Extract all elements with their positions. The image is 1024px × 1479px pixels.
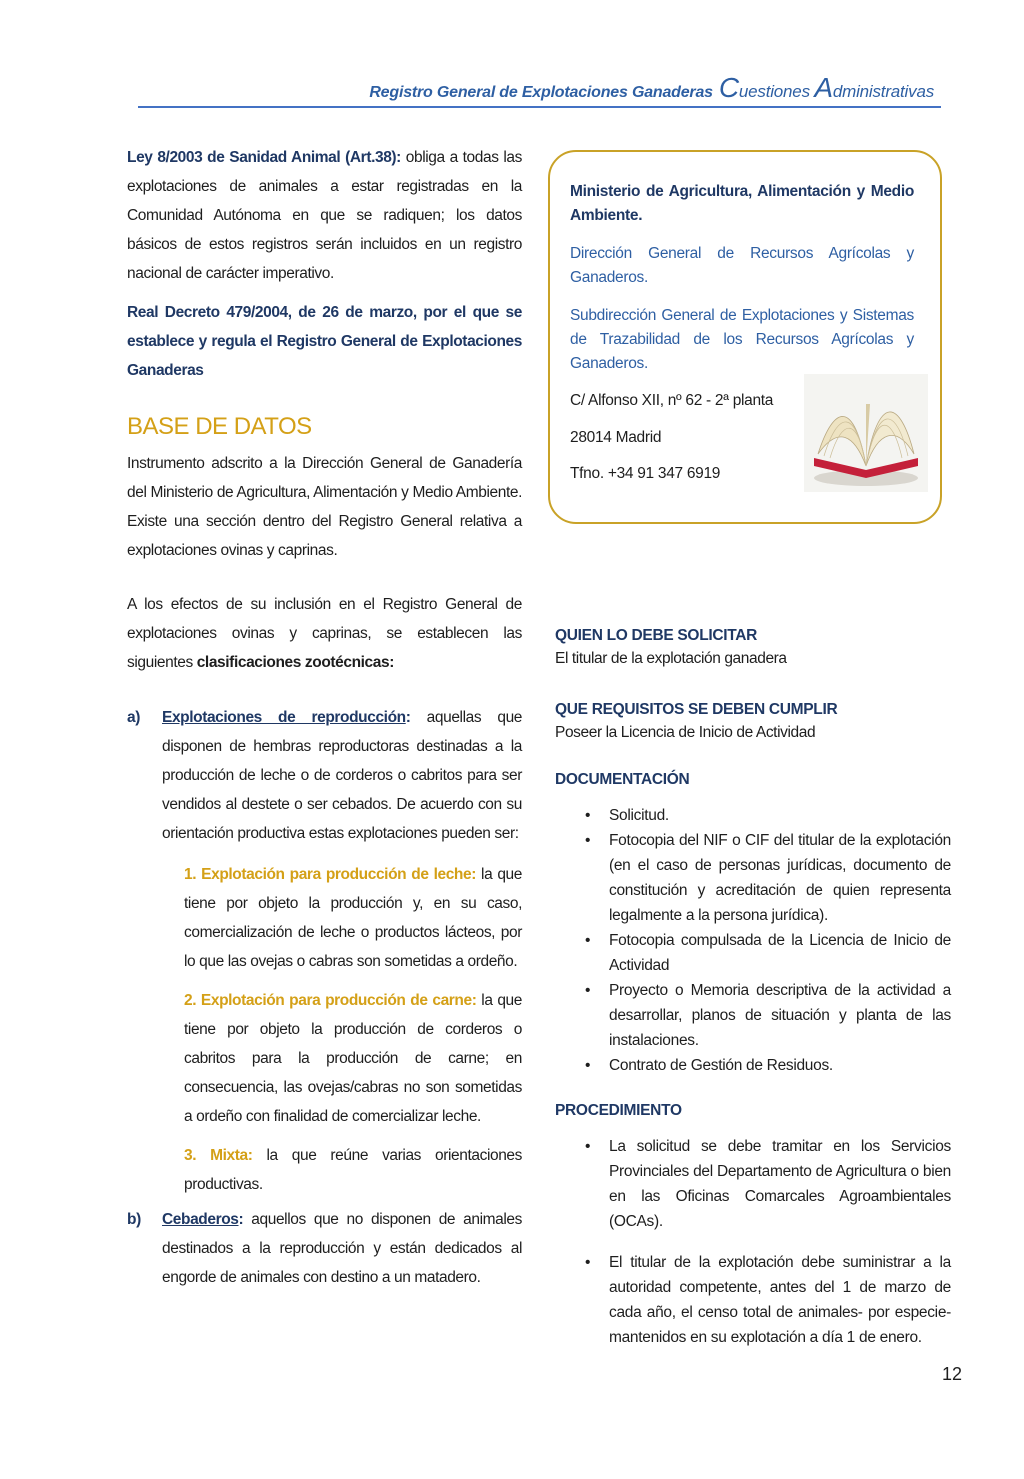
box-phone: Tfno. +34 91 347 6919	[570, 465, 721, 482]
documentacion-item: • Fotocopia compulsada de la Licencia de Inicio de Actividad	[555, 928, 951, 978]
requisitos-heading: QUE REQUISITOS SE DEBEN CUMPLIR	[555, 701, 838, 718]
list-item-b	[127, 1205, 522, 1292]
real-decreto: Real Decreto 479/2004, de 26 de marzo, por el que se establece y regula el Registro General de Explotaciones Ganaderas	[127, 304, 522, 379]
sub-item-3-title: 3. Mixta:	[184, 1147, 253, 1164]
efectos-paragraph	[127, 590, 522, 677]
page-number: 12	[942, 1364, 963, 1384]
sub-item-3-text: la que reúne varias orientaciones productivas.	[184, 1147, 523, 1193]
sub-item-2-title: 2. Explotación para producción de carne:	[184, 992, 477, 1009]
list-marker-a: a)	[127, 709, 140, 726]
efectos-text: A los efectos de su inclusión en el Registro General de explotaciones ovinas y caprinas, se establecen las siguientes	[127, 596, 522, 671]
documentacion-heading: DOCUMENTACIÓN	[555, 771, 690, 788]
sub-item-1-title: 1. Explotación para producción de leche:	[184, 866, 476, 883]
procedimiento-item: • El titular de la explotación debe suministrar a la autoridad competente, antes del 1 de marzo de cada año, el censo total de animales- por especie- mantenidos en su explotación a día 1 de enero.	[555, 1250, 951, 1350]
efectos-bold: clasificaciones zootécnicas:	[196, 654, 394, 671]
box-address: C/ Alfonso XII, nº 62 - 2ª planta	[570, 392, 774, 409]
sub-item-3	[127, 1141, 522, 1199]
sub-item-1	[127, 860, 522, 976]
ley-paragraph	[127, 143, 522, 288]
left-column	[127, 143, 522, 1292]
header-title-main: Registro General de Explotaciones Ganaderas	[369, 84, 713, 101]
list-item-a	[127, 703, 522, 848]
documentacion-item: • Solicitud.	[555, 803, 951, 828]
item-a-title: Explotaciones de reproducción	[162, 709, 406, 726]
procedimiento-heading: PROCEDIMIENTO	[555, 1102, 682, 1119]
box-direccion: Dirección General de Recursos Agrícolas y Ganaderos.	[570, 245, 914, 286]
item-a-text: aquellas que disponen de hembras reproductoras destinadas a la producción de leche o de corderos o cabritos para ser vendidos al destete o ser cebados. De acuerdo con su orientación productiva estas explotaciones pueden ser:	[162, 709, 523, 842]
item-b-colon: :	[238, 1211, 244, 1228]
requisitos-text: Poseer la Licencia de Inicio de Actividad	[555, 724, 816, 741]
list-marker-b: b)	[127, 1211, 141, 1228]
procedimiento-list	[555, 1134, 951, 1350]
documentacion-item: • Proyecto o Memoria descriptiva de la actividad a desarrollar, planos de situación y planta de las instalaciones.	[555, 978, 951, 1053]
header-title-a: A	[814, 72, 833, 103]
header-divider	[138, 106, 941, 108]
contact-info-box	[548, 150, 942, 524]
right-column	[555, 627, 951, 1350]
header-title-a-rest: dministrativas	[832, 82, 934, 101]
item-a-colon: :	[405, 709, 411, 726]
procedimiento-item: • La solicitud se debe tramitar en los Servicios Provinciales del Departamento de Agricultura o bien en las Oficinas Comarcales Agroambientales (OCAs).	[555, 1134, 951, 1234]
header-title-c-rest: uestiones	[738, 82, 815, 101]
quien-text: El titular de la explotación ganadera	[555, 650, 787, 667]
documentacion-item: • Contrato de Gestión de Residuos.	[555, 1053, 951, 1078]
header-title	[369, 72, 934, 104]
box-ministerio: Ministerio de Agricultura, Alimentación y Medio Ambiente.	[570, 183, 914, 224]
sub-item-2	[127, 986, 522, 1131]
item-b-title: Cebaderos	[162, 1211, 239, 1228]
quien-heading: QUIEN LO DEBE SOLICITAR	[555, 627, 758, 644]
sub-item-1-text: la que tiene por objeto la producción y, en su caso, comercialización de leche o productos lácteos, por lo que las ovejas o cabras son sometidas a ordeño.	[184, 866, 522, 970]
sub-item-2-text: la que tiene por objeto la producción de corderos o cabritos para la producción de carne; en consecuencia, las ovejas/cabras no son sometidas a ordeño con finalidad de comercializar leche.	[184, 992, 522, 1125]
base-de-datos-heading: BASE DE DATOS	[127, 413, 312, 440]
base-de-datos-text: Instrumento adscrito a la Dirección General de Ganadería del Ministerio de Agricultura, Alimentación y Medio Ambiente. Existe una sección dentro del Registro General relativa a explotaciones ovinas y caprinas.	[127, 455, 522, 559]
ley-title: Ley 8/2003 de Sanidad Animal (Art.38):	[127, 149, 401, 166]
header-title-c: C	[718, 72, 739, 103]
box-city: 28014 Madrid	[570, 429, 662, 446]
documentacion-item: • Fotocopia del NIF o CIF del titular de la explotación (en el caso de personas jurídicas, documento de constitución y acreditación de quien representa legalmente a la persona jurídica).	[555, 828, 951, 928]
box-subdireccion: Subdirección General de Explotaciones y Sistemas de Trazabilidad de los Recursos Agrícolas y Ganaderos.	[570, 307, 914, 372]
documentacion-list	[555, 803, 951, 1078]
ley-text: obliga a todas las explotaciones de animales a estar registradas en la Comunidad Autónoma en que se radiquen; los datos básicos de estos registros serán incluidos en un registro nacional de carácter imperativo.	[127, 149, 522, 282]
open-book-image	[804, 374, 928, 492]
item-b-text: aquellos que no disponen de animales destinados a la reproducción y están dedicados al engorde de animales con destino a un matadero.	[162, 1211, 522, 1286]
